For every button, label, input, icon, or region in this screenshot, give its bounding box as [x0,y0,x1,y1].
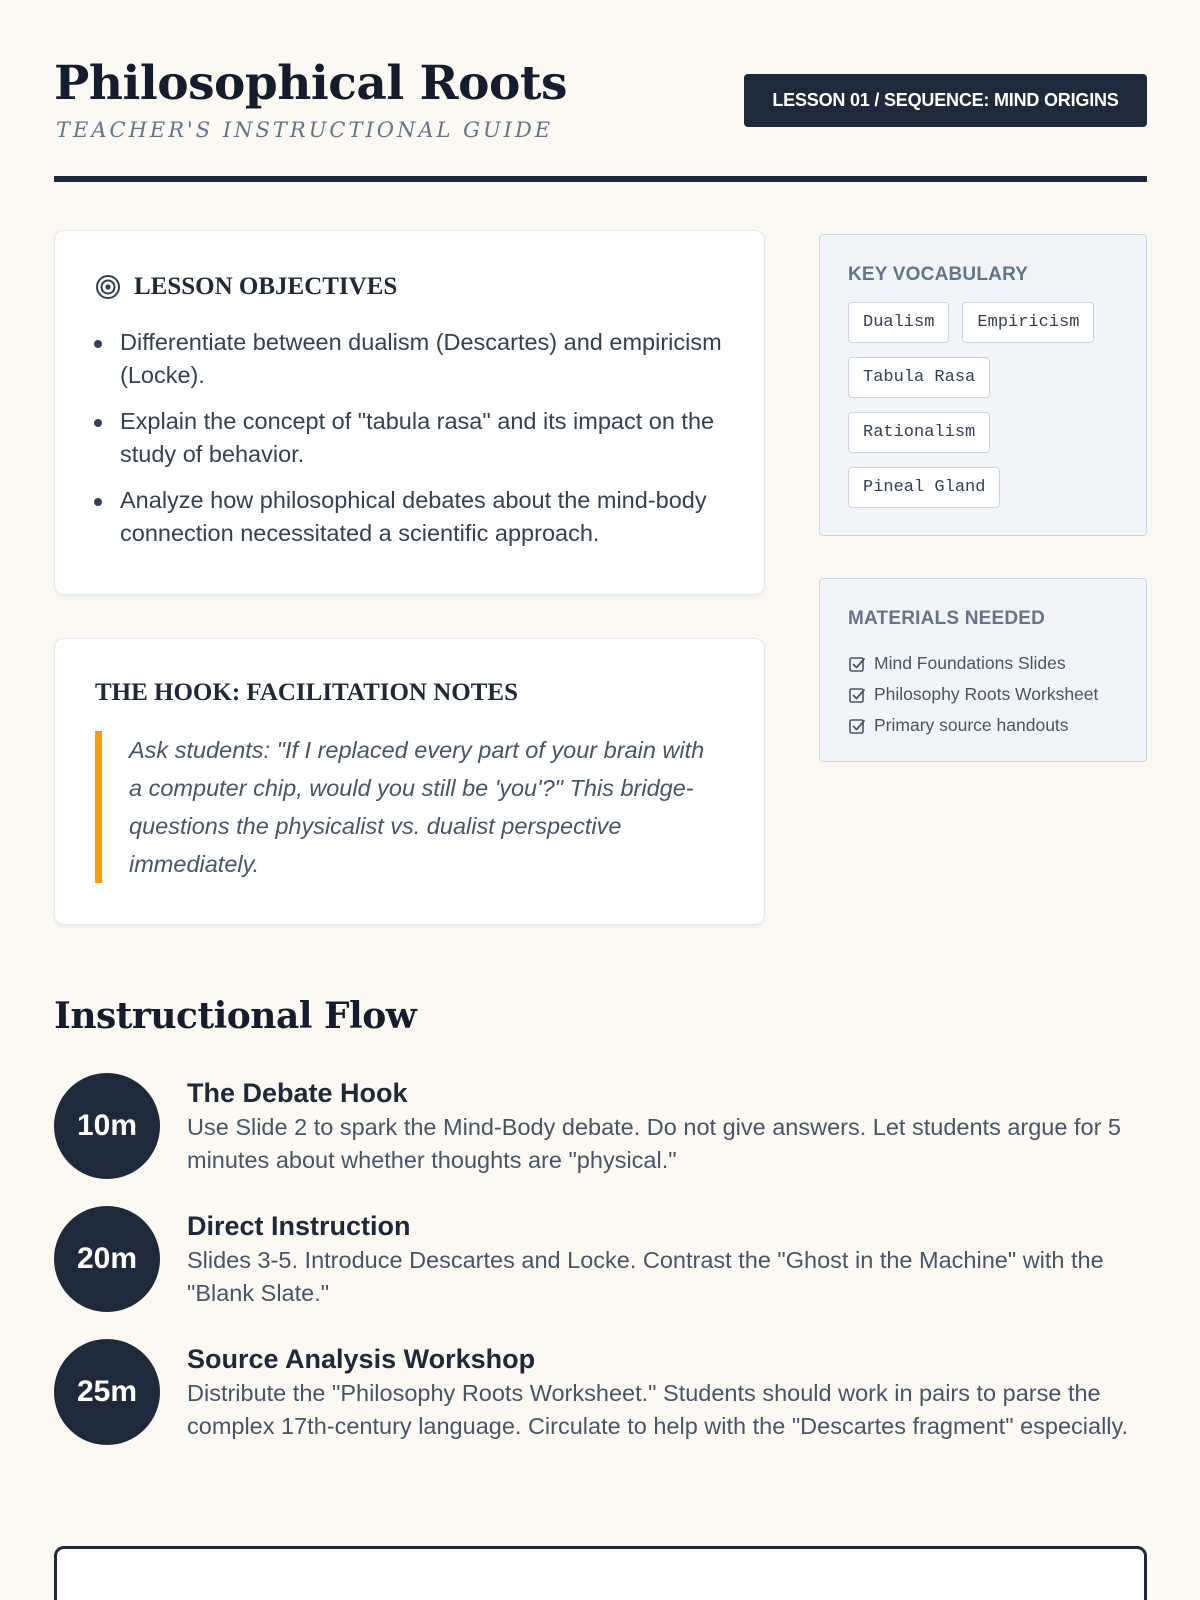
material-item [848,648,1098,679]
material-label: Primary source handouts [874,715,1069,735]
material-item [848,710,1098,741]
objective-item: Analyze how philosophical debates about the mind-body connection necessitated a scientific approach. [120,484,740,550]
materials-heading: MATERIALS NEEDED [848,608,1046,629]
material-item [848,679,1098,710]
checkbox-icon [848,717,866,735]
materials-list [848,648,1098,741]
flow-heading: Instructional Flow [54,995,417,1037]
hook-heading: THE HOOK: FACILITATION NOTES [95,679,518,706]
bottom-section-box [54,1546,1147,1600]
objectives-card [54,230,765,595]
vocab-term: Empiricism [962,302,1094,343]
material-label: Mind Foundations Slides [874,653,1066,673]
vocabulary-list [848,302,1148,522]
checkbox-icon [848,655,866,673]
objectives-list [120,326,740,563]
page-title: Philosophical Roots [54,56,567,111]
step-body [187,1342,1147,1443]
vocab-term: Rationalism [848,412,990,453]
vocab-term: Tabula Rasa [848,357,990,398]
step-description: Distribute the "Philosophy Roots Worksheet." Students should work in pairs to parse the complex 17th-century language. Circulate to help with the "Descartes fragment" especially. [187,1380,1129,1439]
materials-panel [819,578,1147,762]
objective-item: Differentiate between dualism (Descartes) and empiricism (Locke). [120,326,740,392]
hook-card [54,638,765,925]
lesson-badge: LESSON 01 / SEQUENCE: MIND ORIGINS [744,74,1147,127]
step-title: The Debate Hook [187,1078,408,1108]
page-header [54,50,1147,182]
page-subtitle: TEACHER'S INSTRUCTIONAL GUIDE [56,118,554,142]
step-duration: 10m [54,1073,160,1179]
step-title: Source Analysis Workshop [187,1344,536,1374]
objectives-heading-row [95,273,397,301]
step-title: Direct Instruction [187,1211,411,1241]
step-description: Use Slide 2 to spark the Mind-Body debate. Do not give answers. Let students argue for 5 minutes about whether thoughts are "physical." [187,1114,1121,1173]
step-duration: 20m [54,1206,160,1312]
vocabulary-panel [819,234,1147,536]
hook-quote: Ask students: "If I replaced every part of your brain with a computer chip, would you still be 'you'?" This bridge-questions the physicalist vs. dualist perspective immediately. [95,731,720,883]
material-label: Philosophy Roots Worksheet [874,684,1099,704]
step-description: Slides 3-5. Introduce Descartes and Locke. Contrast the "Ghost in the Machine" with the "Blank Slate." [187,1247,1104,1306]
step-body [187,1076,1147,1177]
step-body [187,1209,1147,1310]
objectives-heading: LESSON OBJECTIVES [134,273,398,300]
step-duration: 25m [54,1339,160,1445]
vocab-term: Pineal Gland [848,467,1000,508]
target-icon [95,274,121,300]
checkbox-icon [848,686,866,704]
vocabulary-heading: KEY VOCABULARY [848,264,1029,285]
objective-item: Explain the concept of "tabula rasa" and its impact on the study of behavior. [120,405,740,471]
vocab-term: Dualism [848,302,949,343]
